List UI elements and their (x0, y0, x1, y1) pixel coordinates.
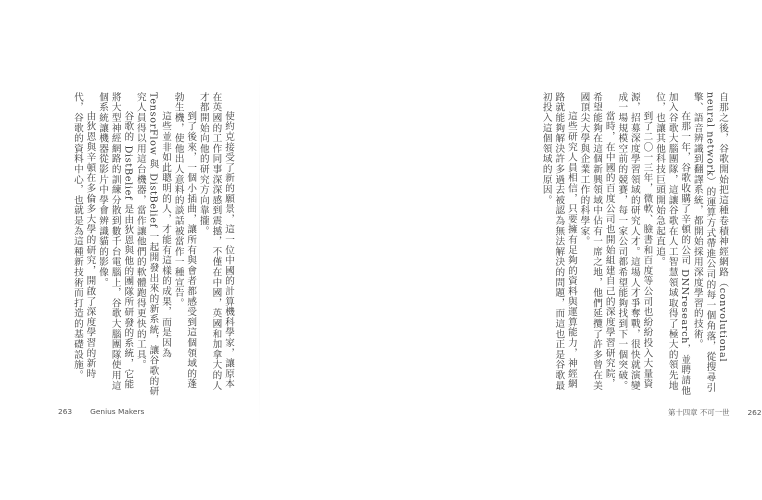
left-page (0, 0, 260, 500)
paragraph: 到了二〇一三年，微軟、臉書和百度等公司也紛紛投入大量資源，招募深度學習領域的研究人才。這場人才爭奪戰，很快就演變成一場規模空前的競賽，每一家公司都希望能夠找到下一個突破。 (616, 92, 653, 391)
paragraph: 這些研究人員相信，只要擁有足夠的資料與運算能力，神經網路就能夠解決許多過去被認為無法解決的問題，而這也正是谷歌最初投入這個領域的原因。 (540, 92, 577, 391)
right-page-body (540, 92, 728, 398)
paragraph: 谷歌的 DistBelief 是由狄恩與他的團隊所研發的系統，它能將大型神經網路的訓練分散到數千台電腦上，谷歌大腦團隊使用這個系統讓機器從影片中學會辨識貓的影像。 (97, 92, 134, 391)
paragraph: 由狄恩與辛頓在多倫多大學的研究，開啟了深度學習的新時代，谷歌的資料中心，也就是為這種新技術而打造的基礎設施。 (71, 92, 96, 381)
paragraph: 到了後來，一個小插曲，讓所有與會者都感受到這個領域的蓬勃生機，使他出人意料的談話被當作一種宣告。 (172, 92, 197, 390)
right-page (260, 0, 762, 500)
left-page-body (66, 92, 234, 398)
page-number: 263 (58, 407, 73, 416)
right-page-footer (668, 407, 762, 418)
paragraph: 自那之後，谷歌開始把這種卷積神經網路（convolutional neural network）的運算方式帶進公司的每一個角落，從搜尋引擎、語音辨識到翻譯系統，都開始採用深度學習的技術。 (691, 92, 728, 393)
paragraph: 使約克接受了新的願景，這一位中國的計算機科學家，讓原本在英國的工作同事深深感到震撼，不僅在中國，英國和加拿大的人才都開始向他的研究方向靠攏。 (197, 92, 234, 391)
running-title: 第十四章 不可一世 (668, 408, 730, 417)
left-page-footer (58, 407, 144, 416)
page-number: 262 (747, 408, 762, 417)
paragraph: 這些並非如此聰明的人，才能有這樣的成果，而是因為 TensorFlow 與 DistBelief 一起開發出來的新系統，讓谷歌的研究人員得以用這台機器，當作讓他們的軟體跑得更快的工具。 (134, 92, 172, 397)
paragraph: 在那一年，谷歌收購了辛頓的公司 DNNresearch，並聘請他加入谷歌大腦團隊，這讓谷歌在人工智慧領域取得了極大的領先地位，也讓其他科技巨頭開始急起直追。 (654, 92, 691, 396)
paragraph: 當時，在中國的百度公司也開始組建自己的深度學習研究院，希望能夠在這個新興領域中佔有一席之地，他們延攬了許多曾在美國頂尖大學與企業工作的科學家。 (578, 92, 615, 391)
running-title: Genius Makers (90, 407, 145, 416)
